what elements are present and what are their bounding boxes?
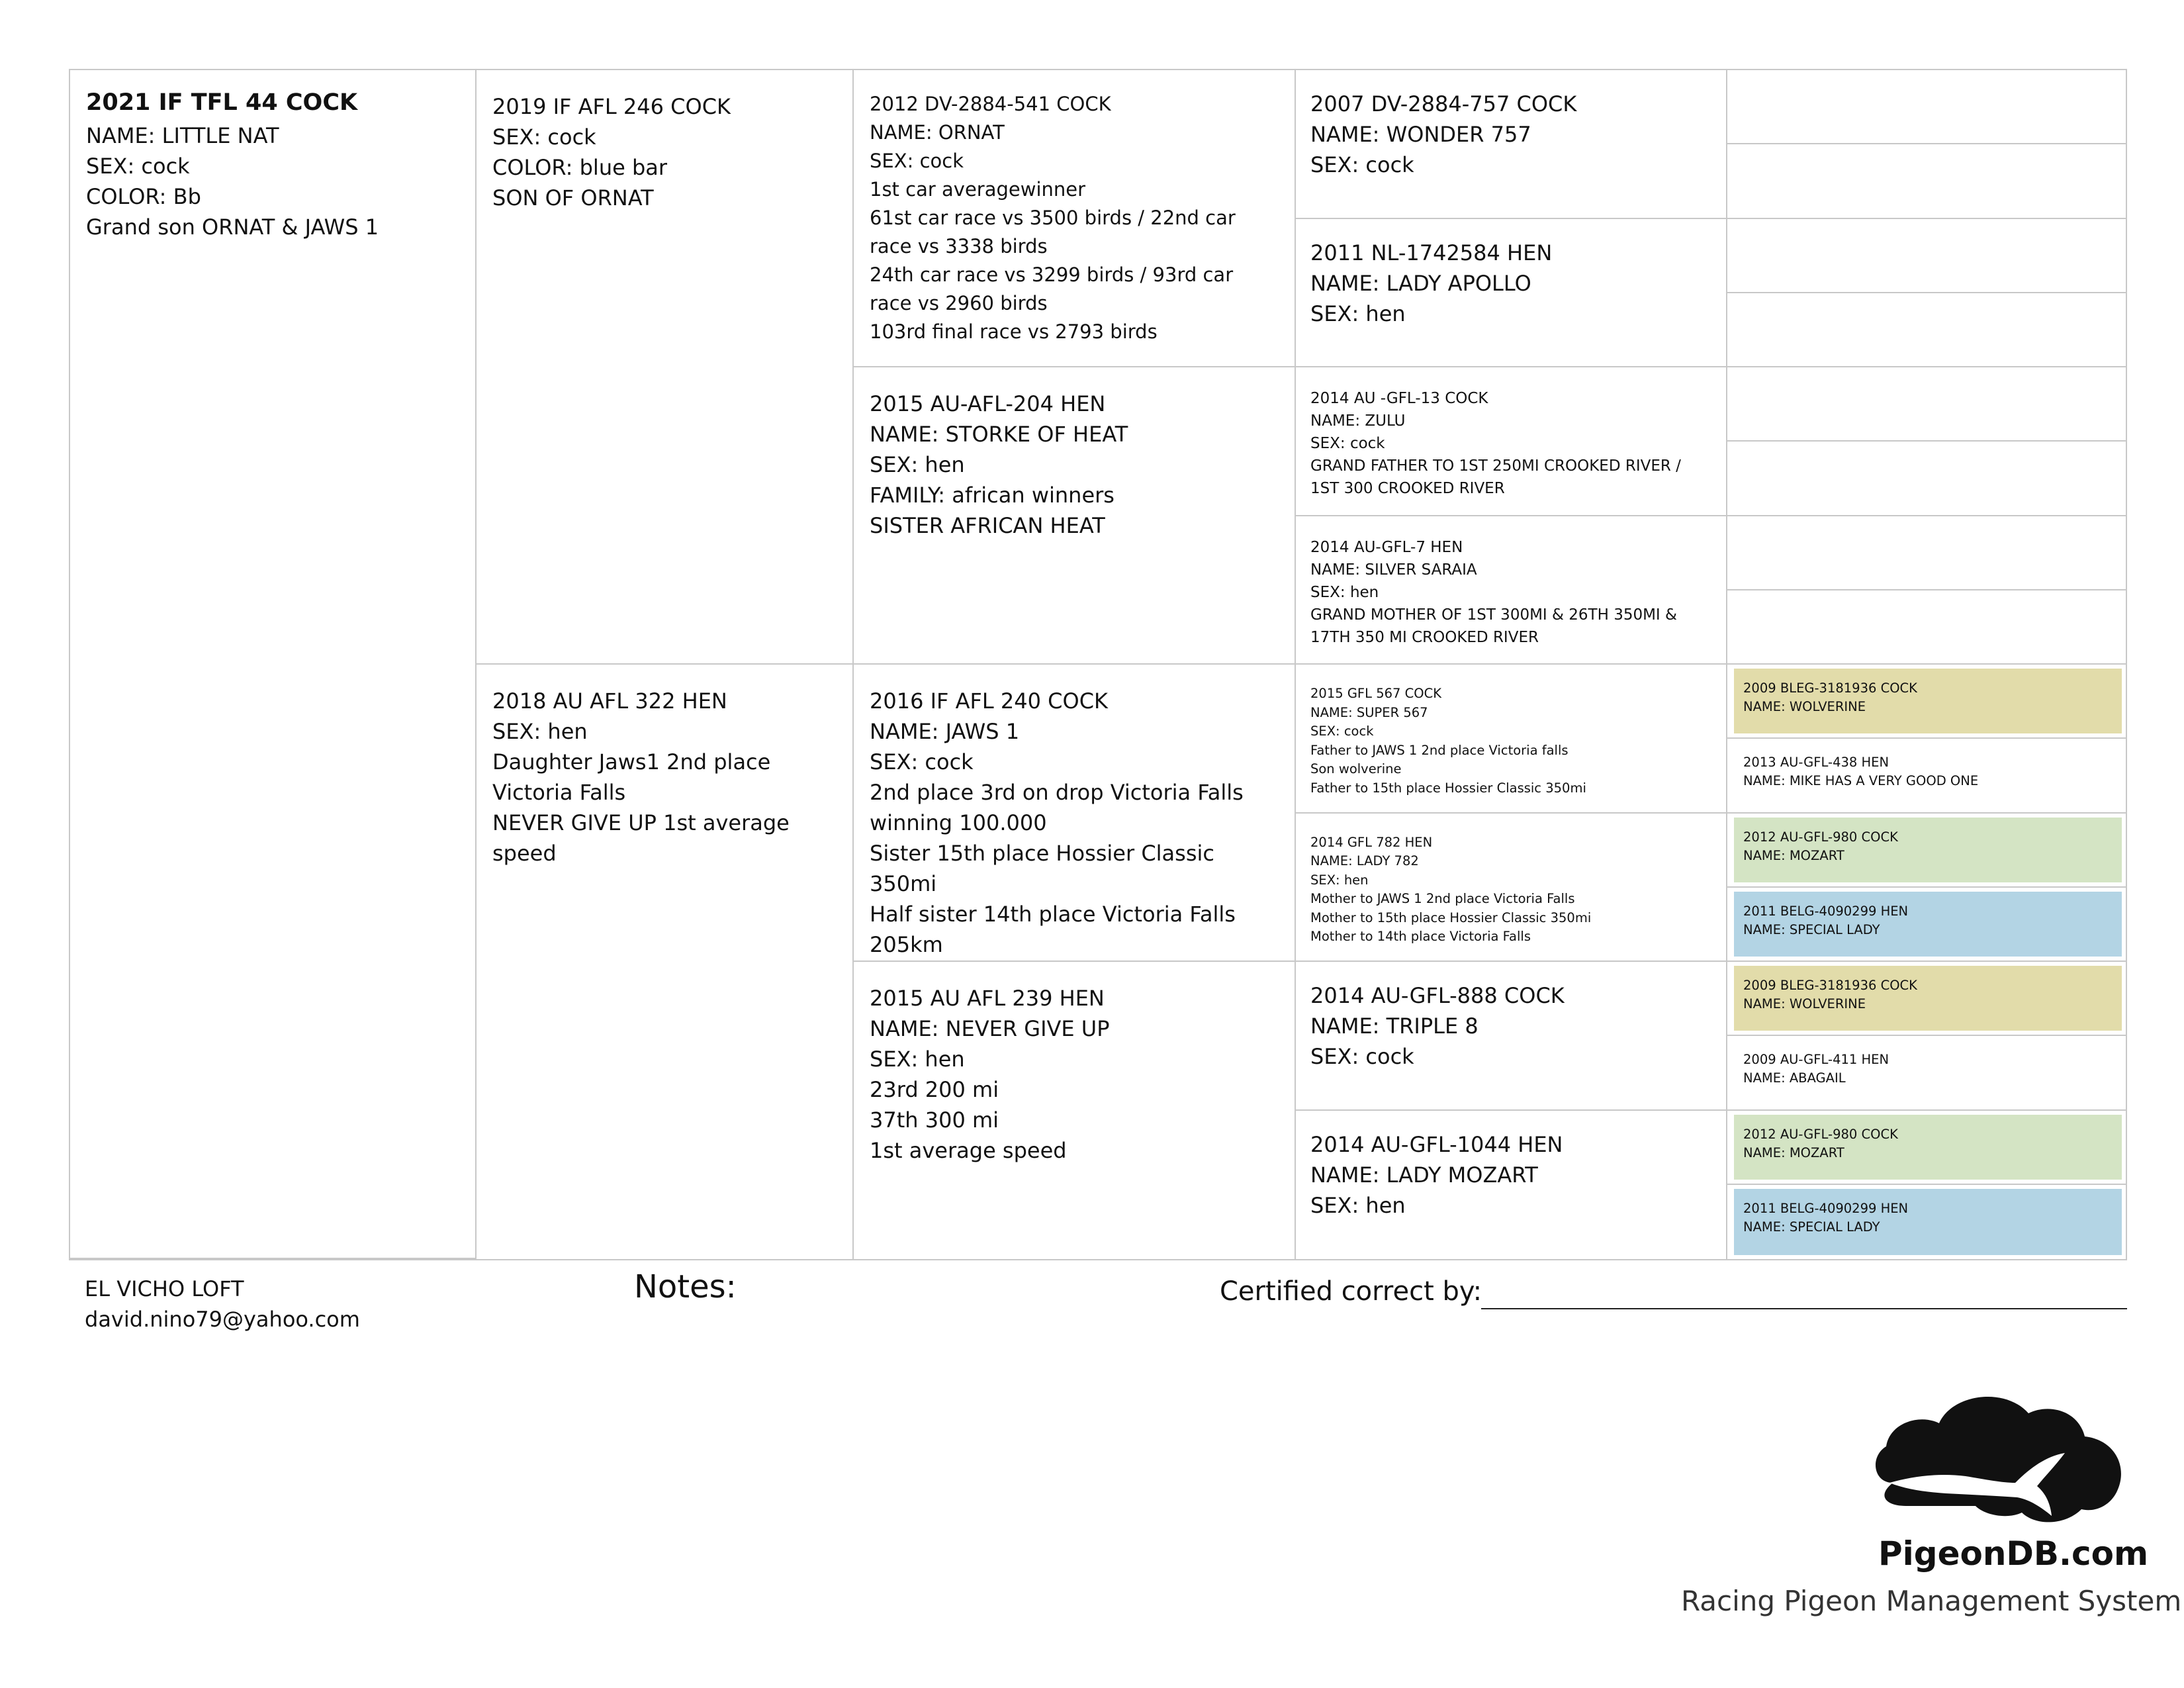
card-line: SEX: cock [86, 154, 190, 179]
g4-cell-14 [1727, 1036, 2126, 1110]
brand-tagline: Racing Pigeon Management System [1681, 1585, 2182, 1617]
card-line: 1st car averagewinner [870, 178, 1086, 201]
ggp-card-5 [1296, 665, 1727, 814]
card-line: 2014 AU-GFL-888 COCK [1310, 983, 1565, 1008]
card-line: NAME: ORNAT [870, 121, 1005, 144]
card-line: NEVER GIVE UP 1st average speed [492, 810, 796, 866]
card-line: NAME: LITTLE NAT [86, 123, 279, 148]
pigeon-cloud-logo-icon [1866, 1383, 2131, 1529]
card-line: COLOR: blue bar [492, 155, 668, 180]
card-line: SEX: hen [1310, 1192, 1406, 1218]
card-line: 2011 BELG-4090299 HEN [1743, 1200, 1909, 1216]
card-line: GRAND FATHER TO 1ST 250MI CROOKED RIVER / 1ST 300 CROOKED RIVER [1310, 457, 1686, 497]
card-line: 2014 AU-GFL-7 HEN [1310, 538, 1463, 556]
granddam-paternal-card [854, 367, 1296, 665]
card-line: 61st car race vs 3500 birds / 22nd car race vs 3338 birds [870, 207, 1242, 258]
g4-card [1734, 892, 2122, 957]
card-line: SON OF ORNAT [492, 185, 654, 211]
signature-line [1481, 1308, 2127, 1309]
card-line: SEX: hen [492, 719, 588, 744]
g4-cell-5 [1727, 367, 2126, 442]
card-line: 2012 DV-2884-541 COCK [870, 93, 1111, 115]
card-line: SEX: cock [870, 150, 964, 172]
card-line: NAME: LADY MOZART [1310, 1162, 1538, 1188]
card-line: SISTER AFRICAN HEAT [870, 513, 1105, 538]
card-line: 2019 IF AFL 246 COCK [492, 94, 731, 119]
card-line: 2009 AU-GFL-411 HEN [1743, 1052, 1889, 1068]
g4-cell-16 [1727, 1185, 2126, 1259]
card-line: NAME: STORKE OF HEAT [870, 422, 1128, 447]
granddam-maternal-card [854, 962, 1296, 1259]
card-line: 2007 DV-2884-757 COCK [1310, 91, 1577, 117]
card-line: NAME: MIKE HAS A VERY GOOD ONE [1743, 773, 1979, 789]
sire-card [477, 70, 854, 665]
card-line: NAME: NEVER GIVE UP [870, 1016, 1110, 1041]
card-line: 2014 AU -GFL-13 COCK [1310, 390, 1488, 407]
g4-cell-12 [1727, 888, 2126, 962]
loft-name: EL VICHO LOFT [85, 1276, 244, 1301]
card-line: 2015 AU AFL 239 HEN [870, 986, 1105, 1011]
card-line: 23rd 200 mi [870, 1077, 999, 1102]
g4-card [1734, 818, 2122, 882]
card-line: Half sister 14th place Victoria Falls 205km [870, 902, 1243, 957]
card-line: NAME: SPECIAL LADY [1743, 1219, 1880, 1235]
card-line: SEX: hen [1310, 301, 1406, 326]
card-line: 2011 BELG-4090299 HEN [1743, 903, 1909, 919]
g4-cell-4 [1727, 293, 2126, 367]
g4-card [1734, 743, 2122, 808]
g4-cell-7 [1727, 516, 2126, 590]
g4-cell-2 [1727, 144, 2126, 218]
card-line: Mother to 14th place Victoria Falls [1310, 929, 1531, 944]
card-line: 2021 IF TFL 44 COCK [86, 89, 358, 116]
card-line: 2014 AU-GFL-1044 HEN [1310, 1131, 1563, 1157]
card-line: 2011 NL-1742584 HEN [1310, 240, 1553, 265]
card-line: NAME: SUPER 567 [1310, 704, 1428, 720]
certified-label: Certified correct by: [1220, 1276, 1482, 1307]
pedigree-chart [69, 69, 2127, 1260]
ggp-card-7 [1296, 962, 1727, 1111]
card-line: 2014 GFL 782 HEN [1310, 834, 1433, 850]
card-line: Mother to 15th place Hossier Classic 350mi [1310, 910, 1592, 925]
card-line: NAME: LADY 782 [1310, 853, 1419, 868]
card-line: 2009 BLEG-3181936 COCK [1743, 680, 1917, 696]
card-line: SEX: cock [1310, 435, 1385, 452]
card-line: NAME: WOLVERINE [1743, 996, 1866, 1011]
card-line: NAME: JAWS 1 [870, 719, 1020, 744]
card-line: Father to 15th place Hossier Classic 350mi [1310, 780, 1586, 796]
card-line: Grand son ORNAT & JAWS 1 [86, 214, 379, 240]
g4-cell-13 [1727, 962, 2126, 1036]
g4-cell-1 [1727, 70, 2126, 144]
card-line: 2012 AU-GFL-980 COCK [1743, 829, 1898, 845]
g4-card [1734, 669, 2122, 733]
card-line: Mother to JAWS 1 2nd place Victoria Falls [1310, 891, 1575, 906]
notes-label: Notes: [634, 1268, 737, 1305]
card-line: FAMILY: african winners [870, 483, 1115, 508]
card-line: Sister 15th place Hossier Classic 350mi [870, 841, 1222, 896]
card-line: NAME: SILVER SARAIA [1310, 561, 1477, 579]
card-line: NAME: SPECIAL LADY [1743, 921, 1880, 937]
card-line: 24th car race vs 3299 birds / 93rd car race vs 2960 birds [870, 263, 1240, 314]
card-line: SEX: cock [492, 124, 596, 150]
card-line: SEX: hen [870, 452, 965, 477]
card-line: SEX: cock [870, 749, 974, 774]
card-line: 2015 GFL 567 COCK [1310, 686, 1441, 701]
card-line: SEX: hen [870, 1047, 965, 1072]
card-line: SEX: hen [1310, 872, 1369, 888]
loft-info [85, 1274, 360, 1335]
ggp-card-4 [1296, 516, 1727, 665]
card-line: NAME: TRIPLE 8 [1310, 1013, 1479, 1039]
g4-card [1734, 1115, 2122, 1180]
card-line: SEX: cock [1310, 1044, 1414, 1069]
card-line: NAME: MOZART [1743, 847, 1844, 863]
ggp-card-6 [1296, 814, 1727, 962]
ggp-card-8 [1296, 1111, 1727, 1260]
card-line: 2012 AU-GFL-980 COCK [1743, 1126, 1898, 1142]
card-line: SEX: cock [1310, 152, 1414, 177]
g4-card [1734, 1040, 2122, 1105]
card-line: NAME: WONDER 757 [1310, 122, 1531, 147]
g4-cell-9 [1727, 665, 2126, 739]
grandsire-maternal-card [854, 665, 1296, 962]
ggp-card-1 [1296, 70, 1727, 219]
card-line: SEX: cock [1310, 724, 1374, 739]
loft-email: david.nino79@yahoo.com [85, 1307, 360, 1332]
g4-cell-6 [1727, 442, 2126, 516]
ggp-card-2 [1296, 219, 1727, 368]
brand-name: PigeonDB.com [1878, 1534, 2149, 1573]
ggp-card-3 [1296, 367, 1727, 516]
g4-cell-11 [1727, 814, 2126, 888]
card-line: 37th 300 mi [870, 1107, 999, 1133]
card-line: 2018 AU AFL 322 HEN [492, 688, 727, 714]
card-line: 2016 IF AFL 240 COCK [870, 688, 1109, 714]
card-line: Father to JAWS 1 2nd place Victoria falls [1310, 742, 1569, 758]
card-line: Son wolverine [1310, 761, 1402, 776]
grandsire-paternal-card [854, 70, 1296, 367]
card-line: NAME: WOLVERINE [1743, 699, 1866, 714]
card-line: Daughter Jaws1 2nd place Victoria Falls [492, 749, 778, 805]
card-line: SEX: hen [1310, 583, 1379, 601]
dam-card [477, 665, 854, 1259]
g4-card [1734, 966, 2122, 1031]
card-line: GRAND MOTHER OF 1ST 300MI & 26TH 350MI & 17TH 350 MI CROOKED RIVER [1310, 606, 1682, 646]
card-line: NAME: ABAGAIL [1743, 1070, 1846, 1086]
card-line: COLOR: Bb [86, 184, 201, 209]
g4-cell-15 [1727, 1111, 2126, 1185]
g4-card [1734, 1189, 2122, 1255]
card-line: 2009 BLEG-3181936 COCK [1743, 978, 1917, 993]
card-line: 2015 AU-AFL-204 HEN [870, 391, 1106, 416]
card-line: NAME: LADY APOLLO [1310, 270, 1531, 296]
card-line: 103rd final race vs 2793 birds [870, 320, 1158, 343]
g4-cell-3 [1727, 219, 2126, 293]
card-line: 2nd place 3rd on drop Victoria Falls winning 100.000 [870, 780, 1251, 835]
g4-cell-8 [1727, 590, 2126, 665]
card-line: NAME: ZULU [1310, 412, 1406, 430]
card-line: 2013 AU-GFL-438 HEN [1743, 755, 1889, 771]
card-line: 1st average speed [870, 1138, 1067, 1163]
card-line: NAME: MOZART [1743, 1145, 1844, 1160]
subject-bird [70, 70, 477, 1259]
g4-cell-10 [1727, 739, 2126, 813]
